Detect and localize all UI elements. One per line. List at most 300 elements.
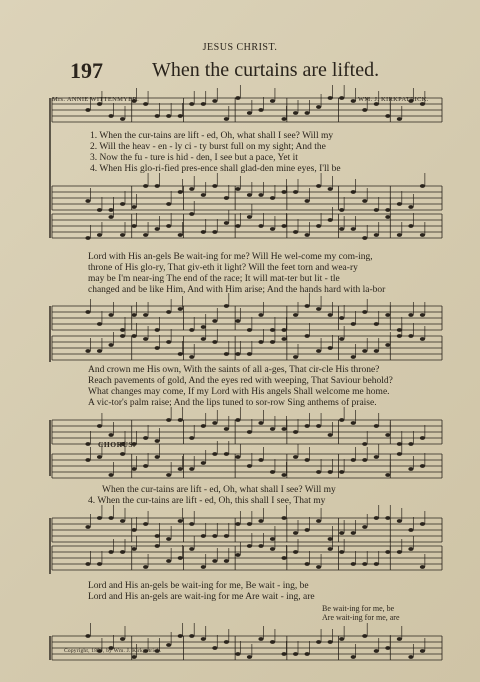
notehead (385, 473, 390, 477)
notehead (339, 531, 344, 535)
notehead (328, 640, 333, 644)
notehead (178, 307, 183, 311)
notehead (397, 202, 402, 206)
notehead (362, 562, 367, 566)
notehead (305, 199, 310, 203)
notehead (166, 643, 171, 647)
lyric-line: may be I'm near-ing The end of the race; It will mat-ter but lit - tle (88, 274, 340, 284)
notehead (339, 337, 344, 341)
notehead (143, 233, 148, 237)
notehead (155, 227, 160, 231)
notehead (351, 562, 356, 566)
notehead (166, 202, 171, 206)
notehead (132, 224, 137, 228)
notehead (212, 184, 217, 188)
notehead (420, 436, 425, 440)
notehead (97, 322, 102, 326)
notehead (316, 105, 321, 109)
notehead (362, 458, 367, 462)
section-heading: JESUS CHRIST. (202, 42, 278, 53)
notehead (189, 547, 194, 551)
notehead (155, 439, 160, 443)
notehead (362, 634, 367, 638)
notehead (166, 340, 171, 344)
notehead (120, 233, 125, 237)
notehead (189, 522, 194, 526)
notehead (235, 96, 240, 100)
notehead (120, 637, 125, 641)
notehead (374, 424, 379, 428)
notehead (108, 550, 113, 554)
notehead (351, 99, 356, 103)
notehead (143, 313, 148, 317)
notehead (97, 455, 102, 459)
notehead (97, 233, 102, 237)
lyric-line: 3. Now the fu - ture is hid - den, I see but a pace, Yet it (90, 153, 298, 163)
notehead (189, 436, 194, 440)
notehead (201, 325, 206, 329)
notehead (224, 427, 229, 431)
notehead (189, 328, 194, 332)
notehead (235, 652, 240, 656)
notehead (189, 212, 194, 216)
lyric-line: Are wait-ing for me, are (322, 613, 400, 622)
notehead (143, 436, 148, 440)
notehead (108, 215, 113, 219)
notehead (132, 655, 137, 659)
notehead (85, 236, 90, 240)
notehead (155, 328, 160, 332)
notehead (178, 467, 183, 471)
notehead (258, 421, 263, 425)
notehead (132, 528, 137, 532)
notehead (305, 424, 310, 428)
notehead (328, 96, 333, 100)
notehead (293, 313, 298, 317)
notehead (397, 637, 402, 641)
notehead (385, 343, 390, 347)
notehead (397, 328, 402, 332)
notehead (374, 649, 379, 653)
notehead (270, 470, 275, 474)
notehead (270, 547, 275, 551)
notehead (339, 316, 344, 320)
notehead (166, 473, 171, 477)
author-credit: Mrs. ANNIE WITTENMYER. (52, 96, 139, 103)
notehead (316, 224, 321, 228)
notehead (247, 464, 252, 468)
lyric-line: 4. When the cur-tains are lift - ed, Oh, this shall I see, That my (88, 496, 326, 506)
notehead (212, 319, 217, 323)
notehead (351, 421, 356, 425)
notehead (305, 233, 310, 237)
notehead (339, 96, 344, 100)
notehead (305, 111, 310, 115)
notehead (235, 553, 240, 557)
notehead (85, 525, 90, 529)
notehead (339, 208, 344, 212)
notehead (85, 458, 90, 462)
notehead (247, 111, 252, 115)
notehead (143, 565, 148, 569)
notehead (385, 550, 390, 554)
notehead (339, 550, 344, 554)
notehead (155, 455, 160, 459)
notehead (305, 562, 310, 566)
notehead (281, 473, 286, 477)
notehead (362, 199, 367, 203)
notehead (155, 534, 160, 538)
notehead (408, 467, 413, 471)
notehead (293, 230, 298, 234)
notehead (212, 230, 217, 234)
notehead (258, 224, 263, 228)
notehead (374, 322, 379, 326)
notehead (178, 556, 183, 560)
notehead (85, 562, 90, 566)
notehead (270, 328, 275, 332)
lyric-line: 1. When the cur-tains are lift - ed, Oh, what shall I see? Will my (90, 131, 334, 141)
notehead (189, 467, 194, 471)
notehead (420, 522, 425, 526)
notehead (328, 537, 333, 541)
notehead (408, 655, 413, 659)
notehead (132, 467, 137, 471)
notehead (143, 522, 148, 526)
notehead (293, 455, 298, 459)
notehead (362, 349, 367, 353)
notehead (166, 537, 171, 541)
notehead (201, 102, 206, 106)
lyric-line: Reach pavements of gold, And the eyes red with weeping, That Saviour behold? (88, 376, 393, 386)
notehead (189, 102, 194, 106)
notehead (281, 427, 286, 431)
notehead (351, 322, 356, 326)
notehead (408, 547, 413, 551)
notehead (132, 547, 137, 551)
notehead (258, 458, 263, 462)
notehead (120, 328, 125, 332)
notehead (247, 193, 252, 197)
notehead (155, 346, 160, 350)
notehead (224, 534, 229, 538)
notehead (397, 334, 402, 338)
notehead (270, 537, 275, 541)
notehead (212, 452, 217, 456)
notehead (270, 427, 275, 431)
notehead (85, 442, 90, 446)
notehead (351, 190, 356, 194)
notehead (212, 340, 217, 344)
notehead (293, 111, 298, 115)
lyric-line: When the cur-tains are lift - ed, Oh, what shall I see? Will my (102, 485, 336, 495)
notehead (178, 418, 183, 422)
notehead (120, 452, 125, 456)
notehead (281, 224, 286, 228)
notehead (143, 184, 148, 188)
notehead (85, 349, 90, 353)
notehead (374, 516, 379, 520)
notehead (120, 550, 125, 554)
notehead (247, 655, 252, 659)
notehead (85, 108, 90, 112)
notehead (258, 313, 263, 317)
notehead (328, 547, 333, 551)
notehead (201, 193, 206, 197)
notehead (166, 224, 171, 228)
notehead (316, 307, 321, 311)
notehead (339, 418, 344, 422)
notehead (374, 562, 379, 566)
notehead (293, 550, 298, 554)
chorus-label: CHORUS. (98, 440, 136, 449)
lyric-line: throne of His glo-ry, That giv-eth it light? Will the feet torn and wea-ry (88, 263, 358, 273)
notehead (374, 208, 379, 212)
lyric-line: changed and be like Him, And with Him arise; And the hands hard with la-bor (88, 285, 386, 295)
notehead (235, 418, 240, 422)
notehead (201, 534, 206, 538)
notehead (212, 421, 217, 425)
lyric-line: Lord with His an-gels Be wait-ing for me? Will He wel-come my com-ing, (88, 252, 373, 262)
notehead (224, 352, 229, 356)
notehead (235, 352, 240, 356)
notehead (385, 646, 390, 650)
notehead (281, 556, 286, 560)
notehead (155, 114, 160, 118)
notehead (178, 519, 183, 523)
notehead (293, 355, 298, 359)
notehead (339, 227, 344, 231)
notehead (385, 114, 390, 118)
notehead (120, 334, 125, 338)
notehead (97, 516, 102, 520)
notehead (305, 304, 310, 308)
notehead (408, 334, 413, 338)
notehead (270, 196, 275, 200)
notehead (224, 559, 229, 563)
notehead (305, 652, 310, 656)
notehead (397, 452, 402, 456)
notehead (97, 208, 102, 212)
notehead (201, 637, 206, 641)
notehead (247, 328, 252, 332)
notehead (281, 652, 286, 656)
notehead (235, 455, 240, 459)
notehead (351, 227, 356, 231)
notehead (281, 337, 286, 341)
lyric-line: 2. Will the heav - en - ly ci - ty burst full on my sight; And the (90, 142, 326, 152)
notehead (224, 640, 229, 644)
notehead (85, 199, 90, 203)
notehead (201, 461, 206, 465)
notehead (305, 528, 310, 532)
notehead (362, 442, 367, 446)
notehead (201, 230, 206, 234)
notehead (235, 319, 240, 323)
notehead (270, 340, 275, 344)
notehead (132, 313, 137, 317)
lyric-line: A vic-tor's palm raise; And the lips tuned to sor-row Sing anthems of praise. (88, 398, 377, 408)
notehead (178, 233, 183, 237)
notehead (293, 652, 298, 656)
notehead (420, 313, 425, 317)
notehead (132, 205, 137, 209)
notehead (258, 340, 263, 344)
notehead (132, 334, 137, 338)
notehead (212, 99, 217, 103)
notehead (316, 519, 321, 523)
composer-credit: WM. J. KIRKPATRICK. (358, 96, 429, 103)
notehead (328, 218, 333, 222)
notehead (108, 516, 113, 520)
notehead (397, 519, 402, 523)
notehead (316, 184, 321, 188)
notehead (420, 184, 425, 188)
notehead (189, 187, 194, 191)
notehead (247, 430, 252, 434)
notehead (281, 117, 286, 121)
notehead (247, 522, 252, 526)
notehead (374, 349, 379, 353)
notehead (362, 310, 367, 314)
notehead (224, 221, 229, 225)
notehead (120, 519, 125, 523)
lyric-line: What changes may come, If my Lord with His angels Shall welcome me home. (88, 387, 390, 397)
notehead (385, 433, 390, 437)
notehead (328, 187, 333, 191)
notehead (224, 196, 229, 200)
notehead (385, 313, 390, 317)
notehead (155, 544, 160, 548)
notehead (258, 108, 263, 112)
notehead (408, 224, 413, 228)
notehead (397, 550, 402, 554)
notehead (212, 534, 217, 538)
notehead (328, 313, 333, 317)
notehead (362, 525, 367, 529)
notehead (293, 531, 298, 535)
notehead (316, 349, 321, 353)
hymn-title: When the curtains are lifted. (152, 59, 380, 81)
notehead (385, 215, 390, 219)
notehead (189, 355, 194, 359)
notehead (235, 187, 240, 191)
notehead (120, 117, 125, 121)
notehead (305, 334, 310, 338)
notehead (155, 184, 160, 188)
notehead (143, 464, 148, 468)
notehead (224, 304, 229, 308)
notehead (212, 646, 217, 650)
lyric-line: And crown me His own, With the saints of all a-ges, That cir-cle His throne? (88, 365, 380, 375)
notehead (212, 559, 217, 563)
notehead (281, 516, 286, 520)
notehead (224, 117, 229, 121)
notehead (258, 544, 263, 548)
notehead (108, 473, 113, 477)
notehead (408, 528, 413, 532)
notehead (247, 215, 252, 219)
notehead (351, 655, 356, 659)
notehead (420, 464, 425, 468)
notehead (235, 224, 240, 228)
notehead (258, 193, 263, 197)
notehead (201, 424, 206, 428)
notehead (166, 310, 171, 314)
notehead (120, 202, 125, 206)
notehead (305, 458, 310, 462)
notehead (108, 433, 113, 437)
notehead (108, 114, 113, 118)
notehead (420, 649, 425, 653)
notehead (270, 99, 275, 103)
notehead (293, 430, 298, 434)
notehead (351, 355, 356, 359)
notehead (408, 205, 413, 209)
notehead (97, 349, 102, 353)
hymn-number: 197 (70, 58, 103, 83)
notehead (108, 313, 113, 317)
lyric-line: Lord and His an-gels are wait-ing for me Are wait - ing, are (88, 592, 315, 602)
notehead (420, 337, 425, 341)
notehead (281, 328, 286, 332)
notehead (374, 233, 379, 237)
notehead (362, 236, 367, 240)
notehead (201, 565, 206, 569)
notehead (108, 343, 113, 347)
notehead (166, 559, 171, 563)
notehead (408, 442, 413, 446)
notehead (189, 634, 194, 638)
notehead (397, 117, 402, 121)
notehead (316, 424, 321, 428)
notehead (178, 114, 183, 118)
notehead (235, 522, 240, 526)
notehead (397, 233, 402, 237)
notehead (328, 346, 333, 350)
notehead (143, 102, 148, 106)
notehead (316, 640, 321, 644)
notehead (281, 190, 286, 194)
notehead (374, 455, 379, 459)
notehead (351, 531, 356, 535)
notehead (178, 352, 183, 356)
notehead (420, 565, 425, 569)
notehead (270, 227, 275, 231)
notehead (316, 470, 321, 474)
notehead (316, 565, 321, 569)
notehead (328, 470, 333, 474)
notehead (258, 637, 263, 641)
notehead (178, 634, 183, 638)
notehead (351, 458, 356, 462)
lyric-line: Lord and His an-gels be wait-ing for me, Be wait - ing, be (88, 581, 309, 591)
notehead (408, 313, 413, 317)
lyric-line: 4. When His glo-ri-fied pres-ence shall glad-den mine eyes, I'll be (90, 164, 341, 174)
notehead (97, 424, 102, 428)
notehead (385, 208, 390, 212)
notehead (224, 452, 229, 456)
notehead (362, 108, 367, 112)
notehead (293, 190, 298, 194)
notehead (339, 637, 344, 641)
notehead (258, 519, 263, 523)
notehead (166, 418, 171, 422)
notehead (143, 337, 148, 341)
notehead (270, 640, 275, 644)
notehead (420, 233, 425, 237)
notehead (247, 352, 252, 356)
